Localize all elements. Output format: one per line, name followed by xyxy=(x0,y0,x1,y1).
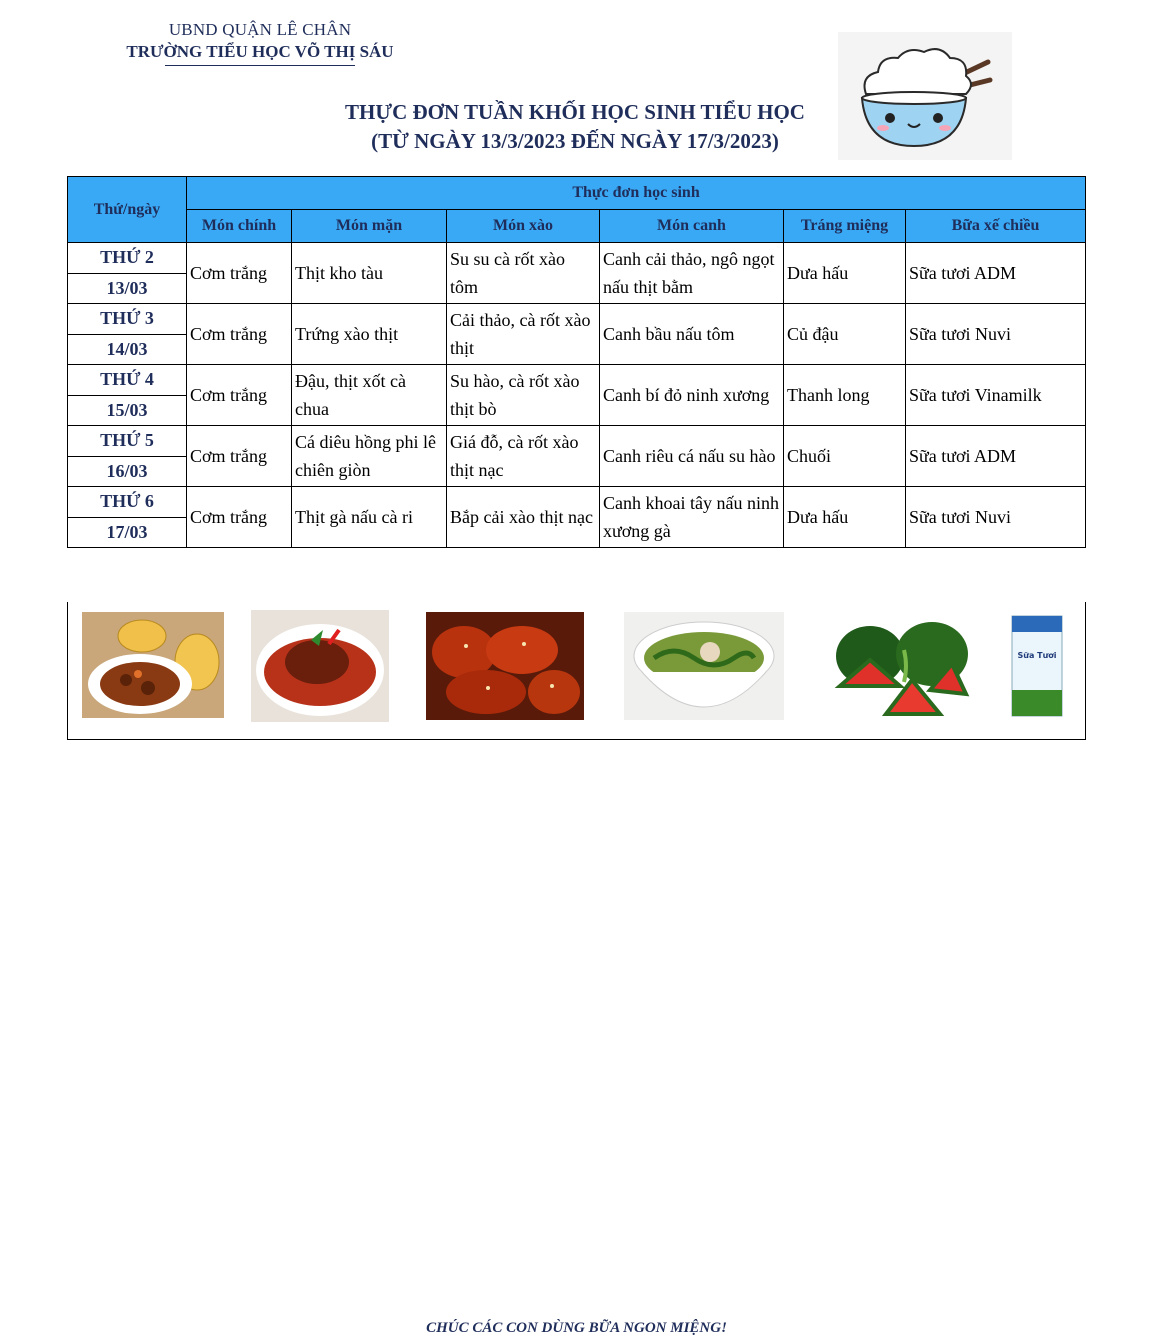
stir-fry-cell: Su hào, cà rốt xào thịt bò xyxy=(447,365,600,426)
main-dish-cell: Cơm trắng xyxy=(187,243,292,304)
fried-fish-photo xyxy=(251,610,389,722)
main-dish-cell: Cơm trắng xyxy=(187,426,292,487)
date-label: 16/03 xyxy=(68,456,187,487)
school-header xyxy=(110,20,410,66)
soup-cell: Canh bầu nấu tôm xyxy=(600,304,784,365)
stir-fry-cell: Su su cà rốt xào tôm xyxy=(447,243,600,304)
vegetable-soup-photo xyxy=(624,612,784,720)
dessert-cell: Chuối xyxy=(784,426,906,487)
main-dish-cell: Cơm trắng xyxy=(187,304,292,365)
day-label: THỨ 4 xyxy=(68,365,187,396)
date-label: 17/03 xyxy=(68,517,187,548)
savory-dish-cell: Đậu, thịt xốt cà chua xyxy=(292,365,447,426)
menu-group-header: Thực đơn học sinh xyxy=(187,177,1086,210)
table-row xyxy=(68,243,1086,274)
milk-carton-photo xyxy=(1006,610,1068,722)
date-label: 14/03 xyxy=(68,334,187,365)
watermelon-photo xyxy=(834,616,970,720)
savory-dish-cell: Thịt gà nấu cà ri xyxy=(292,487,447,548)
dessert-cell: Dưa hấu xyxy=(784,243,906,304)
sesame-chicken-photo xyxy=(426,612,584,720)
soup-cell: Canh cải thảo, ngô ngọt nấu thịt bằm xyxy=(600,243,784,304)
dessert-cell: Dưa hấu xyxy=(784,487,906,548)
title-line-2: (TỪ NGÀY 13/3/2023 ĐẾN NGÀY 17/3/2023) xyxy=(371,129,779,153)
column-header-dessert: Tráng miệng xyxy=(784,210,906,243)
snack-cell: Sữa tươi ADM xyxy=(906,243,1086,304)
day-label: THỨ 5 xyxy=(68,426,187,457)
day-label: THỨ 2 xyxy=(68,243,187,274)
divider xyxy=(165,65,355,66)
title-line-1: THỰC ĐƠN TUẦN KHỐI HỌC SINH TIỂU HỌC xyxy=(345,100,805,124)
column-header-savory-dish: Món mặn xyxy=(292,210,447,243)
savory-dish-cell: Trứng xào thịt xyxy=(292,304,447,365)
district-name: UBND QUẬN LÊ CHÂN xyxy=(168,20,352,39)
dessert-cell: Củ đậu xyxy=(784,304,906,365)
column-header-main-dish: Món chính xyxy=(187,210,292,243)
dessert-cell: Thanh long xyxy=(784,365,906,426)
stir-fry-cell: Cải thảo, cà rốt xào thịt xyxy=(447,304,600,365)
school-name: TRƯỜNG TIỂU HỌC VÕ THỊ SÁU xyxy=(126,42,394,61)
soup-cell: Canh khoai tây nấu ninh xương gà xyxy=(600,487,784,548)
savory-dish-cell: Cá diêu hồng phi lê chiên giòn xyxy=(292,426,447,487)
closing-slogan: CHÚC CÁC CON DÙNG BỮA NGON MIỆNG! xyxy=(426,1320,727,1336)
savory-dish-cell: Thịt kho tàu xyxy=(292,243,447,304)
column-header-soup: Món canh xyxy=(600,210,784,243)
main-dish-cell: Cơm trắng xyxy=(187,365,292,426)
date-label: 13/03 xyxy=(68,273,187,304)
weekly-menu-table xyxy=(67,176,1086,548)
milk-carton-label: Sữa Tươi xyxy=(1017,651,1057,660)
soup-cell: Canh riêu cá nấu su hào xyxy=(600,426,784,487)
day-label: THỨ 6 xyxy=(68,487,187,518)
table-row xyxy=(68,487,1086,518)
rice-bowl-icon xyxy=(838,32,1012,160)
table-row xyxy=(68,365,1086,396)
column-header-stir-fry: Món xào xyxy=(447,210,600,243)
main-dish-cell: Cơm trắng xyxy=(187,487,292,548)
snack-cell: Sữa tươi Nuvi xyxy=(906,487,1086,548)
day-label: THỨ 3 xyxy=(68,304,187,335)
table-row xyxy=(68,426,1086,457)
stir-fry-cell: Bắp cải xào thịt nạc xyxy=(447,487,600,548)
stew-bread-photo xyxy=(82,612,224,718)
food-photos-strip xyxy=(67,602,1086,1336)
table-row xyxy=(68,304,1086,335)
snack-cell: Sữa tươi Nuvi xyxy=(906,304,1086,365)
snack-cell: Sữa tươi Vinamilk xyxy=(906,365,1086,426)
soup-cell: Canh bí đỏ ninh xương xyxy=(600,365,784,426)
stir-fry-cell: Giá đỗ, cà rốt xào thịt nạc xyxy=(447,426,600,487)
menu-title xyxy=(220,100,930,154)
column-header-afternoon-snack: Bữa xế chiều xyxy=(906,210,1086,243)
snack-cell: Sữa tươi ADM xyxy=(906,426,1086,487)
day-column-header: Thứ/ngày xyxy=(68,177,187,243)
date-label: 15/03 xyxy=(68,395,187,426)
